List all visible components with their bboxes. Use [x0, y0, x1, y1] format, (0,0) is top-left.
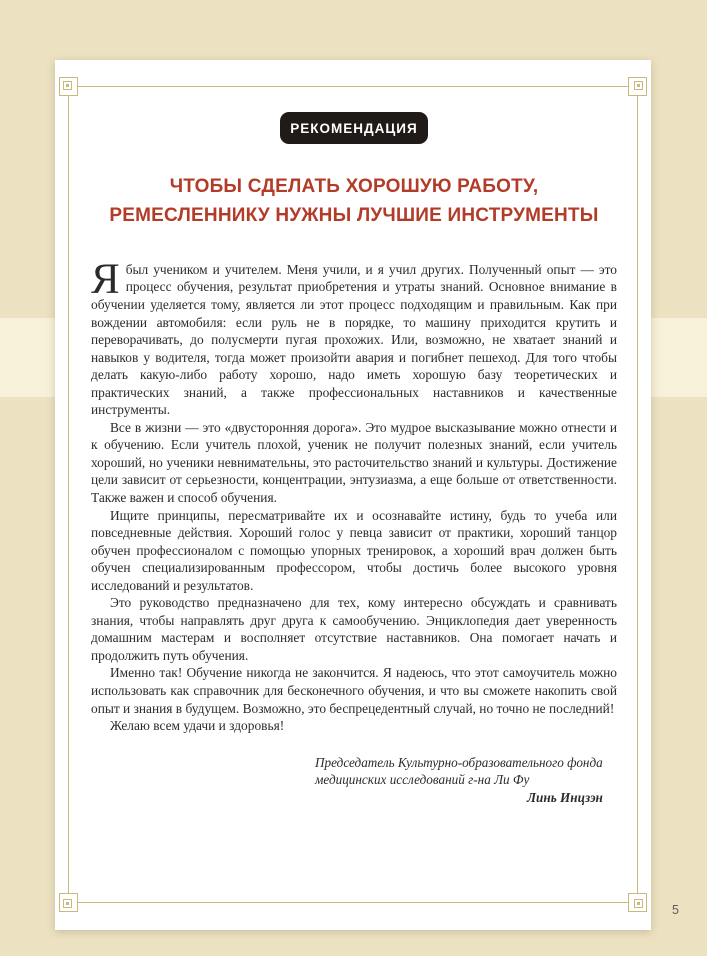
corner-ornament-icon	[628, 893, 647, 912]
paragraph: Желаю всем удачи и здоровья!	[110, 718, 285, 734]
corner-ornament-icon	[628, 77, 647, 96]
corner-ornament-icon	[59, 893, 78, 912]
drop-cap: Я	[91, 255, 120, 303]
page-number: 5	[672, 903, 679, 917]
signature-name: Линь Инцзэн	[527, 789, 603, 805]
paragraph: Это руководство предназначено для тех, кому интересно обсуждать и сравнивать знания, чтобы направлять друг друга к самообучению. Энциклопедия дает уверенность домашним мастерам и восполняет отсутствие наставников. Она помогает начать и продолжить путь обучения.	[91, 595, 617, 663]
section-badge: РЕКОМЕНДАЦИЯ	[280, 112, 428, 144]
paragraph: Ищите принципы, пересматривайте их и осознавайте истину, будь то учеба или повседневные действия. Хороший голос у певца зависит от практики, хороший танцор обучен профессионалом с помощью упорных тренировок, а хороший врач должен быть обучен специализированным профессором, чтобы достичь более высокого уровня исследований и результатов.	[91, 507, 617, 593]
paragraph: Все в жизни — это «двусторонняя дорога». Это мудрое высказывание можно отнести и к обучению. Если учитель плохой, ученик не получит полезных знаний, если учитель хороший, но ученики невнимательны, это расточительство знаний и культуры. Достижение цели зависит от серьезности, концентрации, энтузиазма, а еще больше от ответственности. Также важен и способ обучения.	[91, 419, 617, 505]
signature-title-line2: медицинских исследований г-на Ли Фу	[315, 772, 530, 788]
paragraph	[91, 255, 617, 419]
paragraph: Именно так! Обучение никогда не закончится. Я надеюсь, что этот самоучитель можно использовать как справочник для бесконечного обучения, и что вы сможете накопить свой опыт и знания в будущем. Возможно, это беспрецедентный случай, но точно не последний!	[91, 665, 617, 716]
body-text	[91, 255, 617, 735]
chapter-title-line2: РЕМЕСЛЕННИКУ НУЖНЫ ЛУЧШИЕ ИНСТРУМЕНТЫ	[109, 205, 599, 227]
book-page	[55, 60, 651, 930]
chapter-title	[91, 172, 617, 231]
page-content	[91, 112, 617, 806]
signature-block	[91, 754, 617, 807]
paragraph-text: был учеником и учителем. Меня учили, и я учил других. Полученный опыт — это процесс обучения, результат приобретения и утраты знаний. Основное внимание в обучении уделяется тому, является ли этот процесс подходящим и правильным. Как при вождении автомобиля: если руль не в порядке, то машину приходится крутить и переворачивать, до полусмерти пугая прохожих. Или, возможно, не хватает знаний и навыков у водителя, тогда может произойти авария и погибнет пешеход. Для того чтобы делать какую-либо работу хорошо, надо иметь хорошую базу теоретических и практических знаний, а также профессиональных наставников и качественные инструменты.	[91, 261, 617, 418]
corner-ornament-icon	[59, 77, 78, 96]
signature-title-line1: Председатель Культурно-образовательного фонда	[315, 754, 603, 770]
chapter-title-line1: ЧТОБЫ СДЕЛАТЬ ХОРОШУЮ РАБОТУ,	[169, 176, 539, 197]
